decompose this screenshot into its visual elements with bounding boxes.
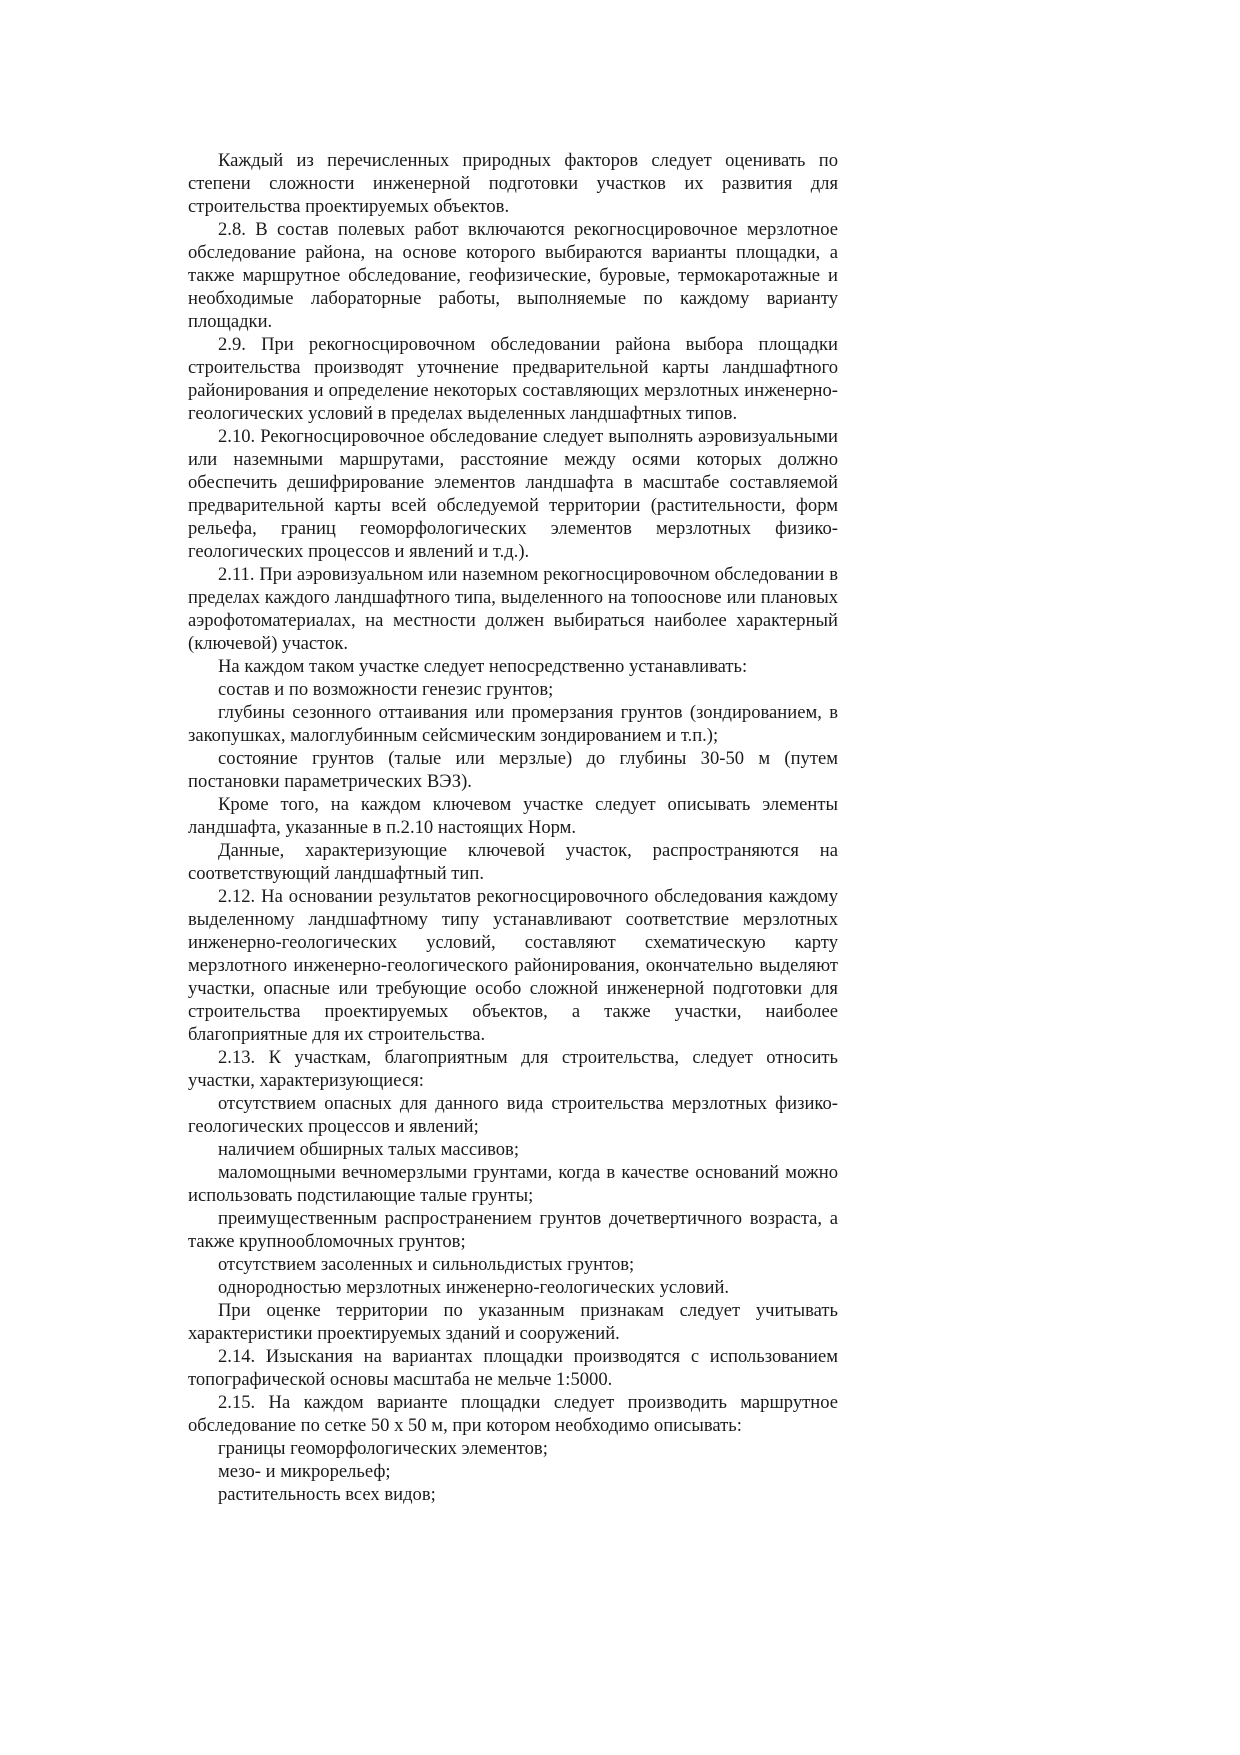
list-item: преимущественным распространением грунтов дочетвертичного возраста, а также крупнообломочных грунтов;	[188, 1208, 838, 1252]
paragraph: 2.11. При аэровизуальном или наземном рекогносцировочном обследовании в пределах каждого ландшафтного типа, выделенного на топооснове или плановых аэрофотоматериалах, на местности должен выбираться наиболее характерный (ключевой) участок.	[188, 564, 838, 654]
paragraph: Кроме того, на каждом ключевом участке следует описывать элементы ландшафта, указанные в п.2.10 настоящих Норм.	[188, 794, 838, 838]
list-item: маломощными вечномерзлыми грунтами, когда в качестве оснований можно использовать подстилающие талые грунты;	[188, 1162, 838, 1206]
list-item: состав и по возможности генезис грунтов;	[218, 679, 554, 700]
paragraph: 2.8. В состав полевых работ включаются рекогносцировочное мерзлотное обследование района, на основе которого выбираются варианты площадки, а также маршрутное обследование, геофизические, буровые, термокаротажные и необходимые лабораторные работы, выполняемые по каждому варианту площадки.	[188, 219, 838, 332]
list-item: состояние грунтов (талые или мерзлые) до глубины 30-50 м (путем постановки параметрических ВЭЗ).	[188, 748, 838, 792]
paragraph: 2.12. На основании результатов рекогносцировочного обследования каждому выделенному ландшафтному типу устанавливают соответствие мерзлотных инженерно-геологических условий, составляют схематическую карту мерзлотного инженерно-геологического районирования, окончательно выделяют участки, опасные или требующие особо сложной инженерной подготовки для строительства проектируемых объектов, а также участки, наиболее благоприятные для их строительства.	[188, 886, 838, 1045]
paragraph: Каждый из перечисленных природных факторов следует оценивать по степени сложности инженерной подготовки участков их развития для строительства проектируемых объектов.	[188, 150, 838, 217]
paragraph: 2.13. К участкам, благоприятным для строительства, следует относить участки, характеризующиеся:	[188, 1047, 838, 1091]
paragraph: На каждом таком участке следует непосредственно устанавливать:	[218, 656, 748, 677]
list-item: границы геоморфологических элементов;	[218, 1438, 548, 1459]
paragraph: При оценке территории по указанным признакам следует учитывать характеристики проектируемых зданий и сооружений.	[188, 1300, 838, 1344]
list-item: глубины сезонного оттаивания или промерзания грунтов (зондированием, в закопушках, малоглубинным сейсмическим зондированием и т.п.);	[188, 702, 838, 746]
list-item: растительность всех видов;	[218, 1484, 436, 1505]
list-item: отсутствием опасных для данного вида строительства мерзлотных физико-геологических процессов и явлений;	[188, 1093, 838, 1137]
paragraph: 2.10. Рекогносцировочное обследование следует выполнять аэровизуальными или наземными маршрутами, расстояние между осями которых должно обеспечить дешифрирование элементов ландшафта в масштабе составляемой предварительной карты всей обследуемой территории (растительности, форм рельефа, границ геоморфологических элементов мерзлотных физико-геологических процессов и явлений и т.д.).	[188, 426, 838, 562]
paragraph: Данные, характеризующие ключевой участок, распространяются на соответствующий ландшафтный тип.	[188, 840, 838, 884]
list-item: мезо- и микрорельеф;	[218, 1461, 391, 1482]
paragraph: 2.15. На каждом варианте площадки следует производить маршрутное обследование по сетке 50 х 50 м, при котором необходимо описывать:	[188, 1392, 838, 1436]
paragraph: 2.14. Изыскания на вариантах площадки производятся с использованием топографической основы масштаба не мельче 1:5000.	[188, 1346, 838, 1390]
document-body	[188, 149, 838, 1506]
list-item: отсутствием засоленных и сильнольдистых грунтов;	[218, 1254, 635, 1275]
list-item: наличием обширных талых массивов;	[218, 1139, 520, 1160]
list-item: однородностью мерзлотных инженерно-геологических условий.	[218, 1277, 730, 1298]
paragraph: 2.9. При рекогносцировочном обследовании района выбора площадки строительства производят уточнение предварительной карты ландшафтного районирования и определение некоторых составляющих мерзлотных инженерно-геологических условий в пределах выделенных ландшафтных типов.	[188, 334, 838, 424]
